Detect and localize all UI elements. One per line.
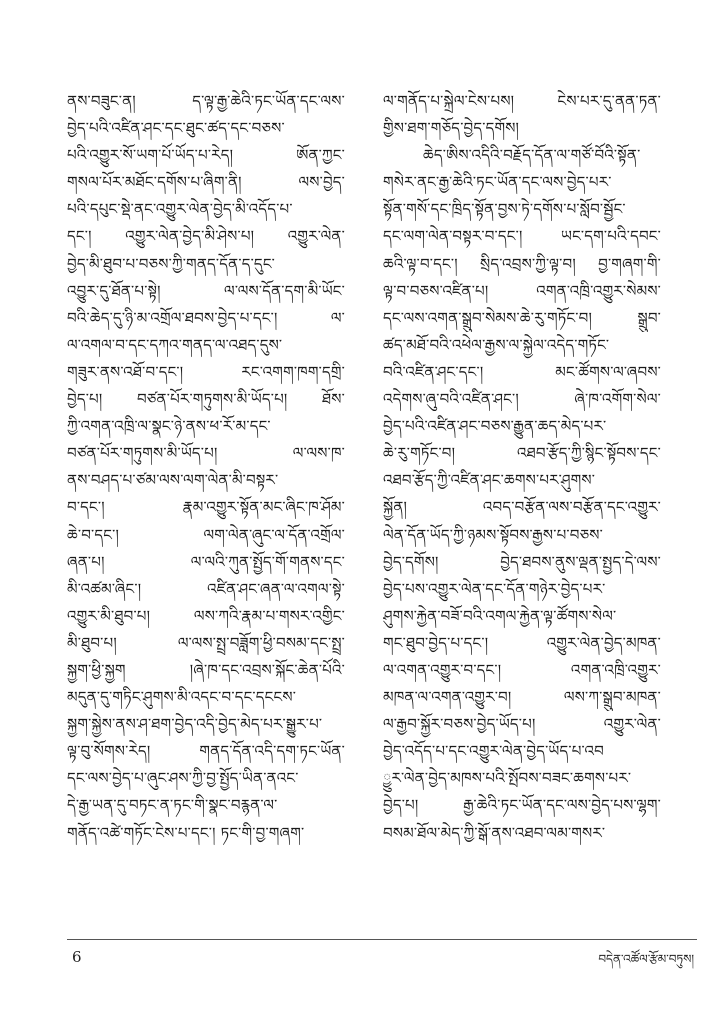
left-text-column	[67, 88, 345, 847]
text-line: བྱེད་དགོས། བྱེད་ཐབས་ནུས་ལྡན་སྤྱད་དེ་ལས་	[383, 552, 661, 571]
text-line: ཞན་པ། ལ་ལའི་ཀུན་སྤྱོད་གོ་གནས་དང་	[67, 552, 345, 571]
text-line: ནས་བཤད་པ་ཙམ་ལས་ལག་ལེན་མི་བསྟར་	[67, 471, 279, 490]
footer-rule	[67, 939, 697, 940]
right-text-column	[383, 88, 661, 847]
running-footer-title: བདེན་འཚོལ་རྩོམ་བཏུས།	[598, 952, 694, 966]
text-line: གནོད་འཚེ་གཏོང་ངེས་པ་དང་། ཏང་གི་བྱ་གཞག་	[67, 823, 305, 842]
text-line: བའི་འཛིན་ཤང་དང་། མང་ཚོགས་ལ་ཞབས་	[383, 362, 661, 381]
text-line: བཙན་པོར་གཏུགས་མི་ཡོད་པ། ལ་ལས་ཁ་	[67, 444, 345, 463]
text-line: ཆེད་ཨིས་འདིའི་བརྗོད་དོན་ལ་གཙོ་བོའི་སྟོན་	[423, 146, 641, 165]
text-line: གསེར་ནང་རྒྱ་ཆེའི་ཏང་ཡོན་དང་ལས་བྱེད་པར་	[383, 173, 612, 192]
text-line: བྱེད་མི་ཐུབ་པ་བཅས་ཀྱི་གནད་དོན་ད་དུང་	[67, 254, 276, 273]
text-line: ཆའི་ལྟ་བ་དང་། སྲིད་འབྲས་ཀྱི་ལྟ་བ། བྱ་གཞག་གི་	[383, 254, 661, 273]
text-line: ྱུར་ལེན་བྱེད་མཁས་པའི་སྤོབས་བཟང་ཆགས་པར་	[383, 769, 632, 788]
text-line: ལ་འགན་འགྱུར་བ་དང་། འགན་འཁྲི་འགྱུར་	[383, 660, 661, 679]
text-line: ལ་རྒྱབ་སྐྱོར་བཅས་བྱེད་ཡོད་པ། འགྱུར་ལེན་	[383, 715, 661, 734]
text-line: བྱེད་པ། རྒྱ་ཆེའི་ཏང་ཡོན་དང་ལས་བྱེད་པས་ལྷག་	[383, 796, 661, 815]
text-line: གང་ཐུབ་བྱེད་པ་དང་། འགྱུར་ལེན་བྱེད་མཁན་	[383, 633, 661, 652]
text-line: ལ་གནོད་པ་སྐྲེལ་ངེས་པས། ངེས་པར་དུ་ནན་ཏན་	[383, 92, 661, 110]
text-line: འཐབ་རྩོད་ཀྱི་འཛིན་ཤང་ཆགས་པར་ཤུགས་	[383, 471, 596, 490]
text-line: འབྱུར་དུ་ཐོན་པ་སྟེ། ལ་ལས་དོན་དག་མི་ཡོང་	[67, 281, 345, 300]
text-line: བྱེད་འདོད་པ་དང་འགྱུར་ལེན་བྱེད་ཡོད་པ་འབ	[383, 742, 604, 761]
text-line: སྐྱོན། འབད་བརྩོན་ལས་བརྩོན་དང་འགྱུར་	[383, 498, 661, 517]
text-line: ཤུགས་རྐྱེན་བཟོ་བའི་འགལ་རྐྱེན་ལྟ་ཚོགས་སེལ་	[383, 606, 617, 625]
text-line: སྐྱག་སྐྱེས་ནས་ཤ་ཐག་བྱེད་འདི་བྱེད་མེད་པར་སྒྱུར་པ་	[67, 715, 323, 734]
text-line: ལ་འགལ་བ་དང་དཀའ་གནད་ལ་འཐད་དུས་	[67, 335, 283, 354]
text-line: བྱེད་པའི་འཛིན་ཤང་བཅས་རྒྱུན་ཆད་མེད་པར་	[383, 417, 607, 436]
text-line: དང་ལག་ལེན་བསྟར་བ་དང་། ཡང་དག་པའི་དབང་	[383, 227, 661, 246]
text-line: ལྟ་བ་བཅས་འཛིན་པ། འགན་འཁྲི་འགྱུར་སེམས་	[383, 281, 661, 300]
page-number: 6	[72, 948, 82, 966]
text-line: བྱེད་པས་འགྱུར་ལེན་དང་དོན་གཉེར་བྱེད་པར་	[383, 579, 606, 598]
text-line: ཆེ་བ་དང་། ལག་ལེན་ཞུང་ལ་དོན་འགྲོལ་	[67, 525, 345, 544]
text-line: གསལ་པོར་མཐོང་དགོས་པ་ཞིག་ནི། ལས་བྱེད་	[67, 173, 345, 192]
text-line: བྱེད་པ། བཙན་པོར་གཏུགས་མི་ཡོད་པ། ཐོས་	[67, 390, 345, 409]
text-line: འདེགས་ཞུ་བའི་འཛིན་ཤང་། ཞེ་ཁ་འགོག་སེལ་	[383, 390, 661, 409]
text-line: འགྱུར་མི་ཐུབ་པ། ལས་ཀའི་རྣམ་པ་གསར་འགྱིང་	[67, 606, 345, 625]
text-line: གྱིས་ཐག་གཅོད་བྱེད་དགོས།	[383, 119, 520, 138]
text-line: སྐྱག་ཕྱི་སྐྱག །ཞེ་ཁ་དང་འབྲས་སྐོང་ཆེན་པོའི་	[67, 660, 345, 679]
text-line: བའི་ཆེད་དུ་ཉི་མ་འགྲོལ་ཐབས་བྱེད་པ་དང་། ལ་	[67, 308, 345, 327]
text-line: ཚད་མཐོ་བའི་འཕེལ་རྒྱས་ལ་སྐྱེལ་འདེད་གཏོང་	[383, 335, 610, 354]
text-line: སྟོན་གསོ་དང་ཁྲིད་སྟོན་བྱས་ཏེ་དགོས་པ་སློབ་སྦྱོང་	[383, 200, 626, 219]
text-line: ལེན་དོན་ཡོད་ཀྱི་ཉམས་སྟོབས་རྒྱས་པ་བཅས་	[383, 525, 603, 544]
text-line: ཀྱི་འགན་འཁྲི་ལ་སྣང་ཉེ་ནས་ཕ་རོ་མ་དང་	[67, 417, 271, 436]
text-line: ལྟ་བུ་སོགས་རེད། གནད་དོན་འདི་དག་ཏང་ཡོན་	[67, 742, 345, 761]
text-line: ཆེ་རུ་གཏོང་བ། འཐབ་རྩོད་ཀྱི་སྙིང་སྟོབས་དང་	[383, 444, 661, 463]
text-line: དང་། འགྱུར་ལེན་བྱེད་མི་ཤེས་པ། འགྱུར་ལེན་	[67, 227, 345, 246]
text-line: དང་ལས་བྱེད་པ་ཞུང་ཤས་ཀྱི་བྱ་སྤྱོད་ཡིན་ནའང་	[67, 769, 299, 788]
text-line: པའི་འགྱུར་སོ་ཡག་པོ་ཡོད་པ་རེད། ཨོན་ཀྱང་	[67, 146, 345, 165]
text-line: མཁན་ལ་འགན་འགྱུར་བ། ལས་ཀ་སྒྲུབ་མཁན་	[383, 688, 661, 707]
text-line: དེ་རྒྱ་ཡན་དུ་བཏང་ན་ཏང་གི་སྣང་བརྙན་ལ་	[67, 796, 278, 815]
text-line: པའི་དཔུང་སྡེ་ནང་འགྱུར་ལེན་བྱེད་མི་འདོད་པ་	[67, 200, 293, 219]
text-line: དང་ལས་འགན་སྒྲུབ་སེམས་ཆེ་རུ་གཏོང་བ། སྒྲུབ་	[383, 308, 661, 327]
text-line: མི་ཐུབ་པ། ལ་ལས་སྤྲ་བཟློག་ཕྱི་བསམ་དང་སྤྲ་	[67, 633, 345, 652]
text-line: མི་འཚམ་ཞིང་། འཛིན་ཤང་ཞན་ལ་འགལ་སྟེ་	[67, 579, 345, 598]
text-line: མདུན་དུ་གཏིང་ཤུགས་མི་འདང་བ་དང་དངངས་	[67, 688, 297, 707]
text-line: ནས་བཟུང་ན། ད་ལྟ་རྒྱ་ཆེའི་ཏང་ཡོན་དང་ལས་	[67, 92, 345, 110]
text-line: བྱེད་པའི་འཛིན་ཤང་དང་ཐུང་ཚད་དང་བཅས་	[67, 119, 285, 138]
text-line: བསམ་ཐོལ་མེད་ཀྱི་སྒོ་ནས་འཐབ་ལམ་གསར་	[383, 823, 606, 842]
text-line: གཟུར་ནས་འཐོ་བ་དང་། རང་འགག་ཁག་དགྲི་	[67, 362, 345, 381]
text-line: བ་དང་། རྣམ་འགྱུར་སྟོན་མང་ཞིང་ཁ་ཤོམ་	[67, 498, 345, 517]
